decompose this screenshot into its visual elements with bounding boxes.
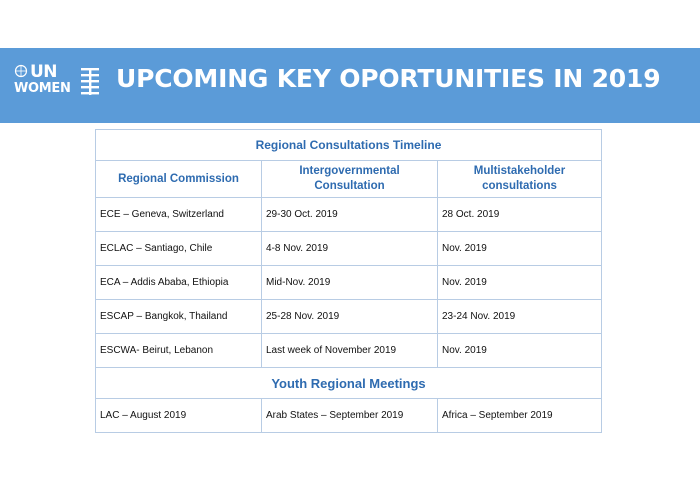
table-row bbox=[96, 232, 602, 266]
cell-commission: ECE – Geneva, Switzerland bbox=[96, 198, 262, 232]
column-header-regional-commission: Regional Commission bbox=[96, 161, 262, 198]
cell-intergovernmental: 25-28 Nov. 2019 bbox=[262, 300, 438, 334]
cell-multistakeholder: 23-24 Nov. 2019 bbox=[438, 300, 602, 334]
cell-youth-africa: Africa – September 2019 bbox=[438, 399, 602, 433]
cell-intergovernmental: Last week of November 2019 bbox=[262, 334, 438, 368]
cell-intergovernmental: Mid-Nov. 2019 bbox=[262, 266, 438, 300]
cell-intergovernmental: 29-30 Oct. 2019 bbox=[262, 198, 438, 232]
un-emblem-icon bbox=[14, 64, 28, 78]
table-title: Regional Consultations Timeline bbox=[96, 130, 602, 161]
cell-youth-arab-states: Arab States – September 2019 bbox=[262, 399, 438, 433]
cell-commission: ESCWA- Beirut, Lebanon bbox=[96, 334, 262, 368]
cell-youth-lac: LAC – August 2019 bbox=[96, 399, 262, 433]
table-row bbox=[96, 266, 602, 300]
un-women-logo bbox=[14, 64, 106, 104]
table-row bbox=[96, 334, 602, 368]
table-row bbox=[96, 399, 602, 433]
cell-commission: ECLAC – Santiago, Chile bbox=[96, 232, 262, 266]
logo-un-text: UN bbox=[30, 62, 58, 82]
cell-commission: ECA – Addis Ababa, Ethiopia bbox=[96, 266, 262, 300]
table-header-row bbox=[96, 161, 602, 198]
slide-title: UPCOMING KEY OPORTUNITIES IN 2019 bbox=[116, 64, 661, 93]
cell-multistakeholder: Nov. 2019 bbox=[438, 266, 602, 300]
cell-intergovernmental: 4-8 Nov. 2019 bbox=[262, 232, 438, 266]
column-header-multistakeholder: Multistakeholder consultations bbox=[438, 161, 602, 198]
consultations-table bbox=[95, 129, 602, 433]
logo-equality-symbol-icon bbox=[80, 66, 100, 98]
cell-multistakeholder: 28 Oct. 2019 bbox=[438, 198, 602, 232]
table-row bbox=[96, 300, 602, 334]
table-row bbox=[96, 198, 602, 232]
cell-multistakeholder: Nov. 2019 bbox=[438, 232, 602, 266]
column-header-intergovernmental: Intergovernmental Consultation bbox=[262, 161, 438, 198]
table-title-row bbox=[96, 130, 602, 161]
cell-commission: ESCAP – Bangkok, Thailand bbox=[96, 300, 262, 334]
youth-section-row bbox=[96, 368, 602, 399]
cell-multistakeholder: Nov. 2019 bbox=[438, 334, 602, 368]
youth-section-title: Youth Regional Meetings bbox=[96, 368, 602, 399]
logo-women-text: WOMEN bbox=[14, 81, 71, 96]
